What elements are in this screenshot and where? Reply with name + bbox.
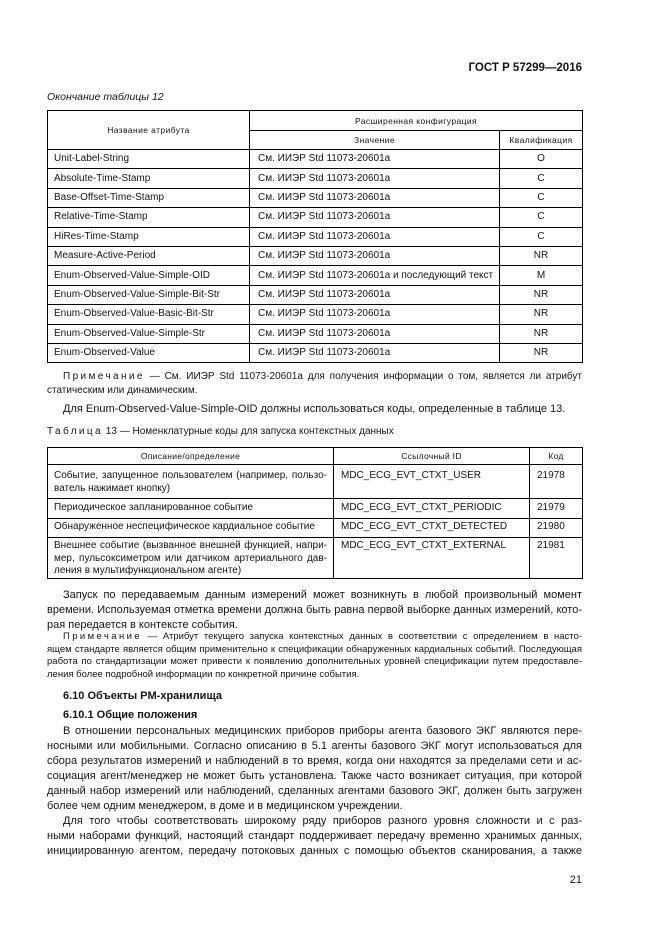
attribute-name-cell: Enum-Observed-Value-Simple-Str: [48, 324, 250, 343]
paragraph-line: Для того чтобы соответствовать широкому ряду приборов разного уровня сложности и с раз-: [63, 814, 582, 827]
value-cell: См. ИИЭР Std 11073-20601a: [250, 169, 500, 188]
attribute-name-cell: Absolute-Time-Stamp: [48, 169, 250, 188]
document-id-header: ГОСТ Р 57299—2016: [468, 62, 582, 74]
note-line: [47, 631, 582, 644]
qualification-cell: NR: [500, 246, 583, 265]
header-code: Код: [530, 448, 583, 465]
table-row: [48, 519, 583, 538]
paragraph-line: рая передается в контексте события.: [47, 619, 238, 631]
table-caption-text: 13 — Номенклатурные коды для запуска контекстных данных: [105, 426, 394, 437]
table-row: [48, 538, 583, 579]
paragraph-trigger: [47, 588, 582, 633]
header-description: Описание/определение: [48, 448, 334, 465]
qualification-cell: C: [500, 169, 583, 188]
table-13: [47, 447, 583, 579]
description-line: мер, пульсоксиметром или датчиком артериального дав-: [54, 552, 327, 564]
table-13-caption: [47, 425, 582, 439]
table-row: [48, 188, 583, 207]
qualification-cell: NR: [500, 285, 583, 304]
reference-id-cell: MDC_ECG_EVT_CTXT_PERIODIC: [334, 499, 530, 519]
section-number: 6.10.1: [63, 709, 94, 721]
note-1: [47, 370, 582, 398]
description-cell: [48, 499, 334, 519]
table-row: [48, 499, 583, 519]
code-cell: 21981: [530, 538, 583, 579]
attribute-name-cell: Enum-Observed-Value-Simple-OID: [48, 266, 250, 285]
table-row: [48, 324, 583, 343]
table-row: [48, 266, 583, 285]
qualification-cell: C: [500, 208, 583, 227]
table-row: [48, 208, 583, 227]
header-qualification: Квалификация: [500, 131, 583, 150]
table-row: [48, 227, 583, 246]
note-line: ящем стандарте является общим применительно к спецификации обнаруженных кардиальных событий. Последующая: [47, 643, 582, 655]
table-header-row: [48, 448, 583, 465]
code-cell: 21979: [530, 499, 583, 519]
value-cell: См. ИИЭР Std 11073-20601a: [250, 188, 500, 207]
note-label: Примечание: [63, 631, 142, 642]
value-cell: См. ИИЭР Std 11073-20601a: [250, 208, 500, 227]
paragraph-line: социация агент/менеджер не может быть установлена. Также часто возникает ситуация, при которой: [47, 769, 582, 782]
header-attribute-name: Название атрибута: [48, 111, 250, 150]
qualification-cell: C: [500, 227, 583, 246]
table-row: [48, 150, 583, 169]
value-cell: См. ИИЭР Std 11073-20601a: [250, 324, 500, 343]
note-line: ления более подробной информации по конкретной причине события.: [47, 668, 360, 680]
note-label: Примечание: [63, 371, 145, 382]
paragraph-line: Запуск по передаваемым данным измерений может возникнуть в любой произвольный момент: [63, 589, 582, 601]
value-cell: См. ИИЭР Std 11073-20601a: [250, 343, 500, 362]
description-line: ления в мультифункциональном агенте): [54, 565, 242, 576]
description-cell: [48, 519, 334, 538]
attribute-name-cell: Relative-Time-Stamp: [48, 208, 250, 227]
attribute-name-cell: Enum-Observed-Value-Basic-Bit-Str: [48, 305, 250, 324]
attribute-name-cell: Enum-Observed-Value-Simple-Bit-Str: [48, 285, 250, 304]
description-line: Событие, запущенное пользователем (например, пользо-: [54, 470, 327, 481]
section-title: Общие положения: [96, 709, 198, 721]
attribute-name-cell: HiRes-Time-Stamp: [48, 227, 250, 246]
paragraph-line: инициированную агентом, передачу потоковых данных с помощью объектов сканирования, а также: [47, 844, 582, 857]
description-line: Обнаруженное неспецифическое кардиальное событие: [54, 521, 315, 532]
table-row: [48, 305, 583, 324]
header-extended-configuration: Расширенная конфигурация: [250, 111, 583, 131]
description-cell: [48, 538, 334, 579]
qualification-cell: NR: [500, 343, 583, 362]
note-text: — См. ИИЭР Std 11073-20601a для получения информации о том, является ли атрибут: [149, 371, 583, 382]
paragraph-line: сбора результатов измерений и наблюдений в то время, когда они находятся за пределами сети и ас-: [47, 754, 582, 767]
paragraph-general-2: [47, 814, 582, 859]
section-number: 6.10: [63, 690, 85, 702]
value-cell: См. ИИЭР Std 11073-20601a: [250, 227, 500, 246]
note-text: — Атрибут текущего запуска контекстных данных в соответствии с определением в насто-: [147, 631, 582, 642]
page-number: 21: [569, 874, 582, 886]
note-2: [47, 631, 582, 681]
qualification-cell: M: [500, 266, 583, 285]
qualification-cell: NR: [500, 305, 583, 324]
note-line: работа по стандартизации может привести к появлению дополнительных уровней спецификации путем предоставле-: [47, 656, 582, 667]
header-value: Значение: [250, 131, 500, 150]
table-12-continuation-caption: Окончание таблицы 12: [47, 91, 164, 103]
paragraph-general-1: [47, 724, 582, 814]
table-row: [48, 465, 583, 499]
description-cell: [48, 465, 334, 499]
table-caption-label: Таблица: [47, 426, 104, 437]
description-line: Внешнее событие (вызванное внешней функцией, напри-: [54, 540, 327, 551]
section-title: Объекты PM-хранилища: [87, 690, 222, 702]
table-row: [48, 285, 583, 304]
table-row: [48, 343, 583, 362]
section-heading-6-10-1: [47, 708, 598, 722]
qualification-cell: C: [500, 188, 583, 207]
table-row: [48, 169, 583, 188]
section-heading-6-10: [47, 689, 598, 703]
description-line: Периодическое запланированное событие: [54, 502, 254, 513]
paragraph-line: В отношении персональных медицинских приборов приборы агента базового ЭКГ являются пере-: [63, 724, 582, 737]
reference-id-cell: MDC_ECG_EVT_CTXT_DETECTED: [334, 519, 530, 538]
paragraph-line: данный набор измерений или наблюдений, сделанных агентами базового ЭКГ, должен быть загружен: [47, 784, 582, 797]
code-cell: 21978: [530, 465, 583, 499]
attribute-name-cell: Measure-Active-Period: [48, 246, 250, 265]
reference-id-cell: MDC_ECG_EVT_CTXT_EXTERNAL: [334, 538, 530, 579]
value-cell: См. ИИЭР Std 11073-20601a и последующий текст: [250, 266, 500, 285]
table-12: [47, 110, 583, 363]
attribute-name-cell: Unit-Label-String: [48, 150, 250, 169]
table-row: [48, 246, 583, 265]
paragraph-line: времени. Используемая отметка времени должна быть равна первой выборке данных измерений, кото-: [47, 604, 582, 616]
code-cell: 21980: [530, 519, 583, 538]
paragraph-codes-reference: Для Enum-Observed-Value-Simple-OID должны использоваться коды, определенные в таблице 13.: [63, 403, 566, 415]
paragraph-line: носными или мобильными. Согласно описанию в 5.1 агенты базового ЭКГ могут использоваться для: [47, 739, 582, 752]
reference-id-cell: MDC_ECG_EVT_CTXT_USER: [334, 465, 530, 499]
paragraph-line: ными наборами функций, настоящий стандарт поддерживает передачу временно хранимых данных,: [47, 829, 582, 842]
qualification-cell: NR: [500, 324, 583, 343]
attribute-name-cell: Enum-Observed-Value: [48, 343, 250, 362]
attribute-name-cell: Base-Offset-Time-Stamp: [48, 188, 250, 207]
table-header-row: [48, 111, 583, 131]
value-cell: См. ИИЭР Std 11073-20601a: [250, 285, 500, 304]
note-line: [47, 370, 582, 384]
paragraph-line: более чем одним менеджером, в доме и в медицинском учреждении.: [47, 799, 403, 812]
value-cell: См. ИИЭР Std 11073-20601a: [250, 305, 500, 324]
header-reference-id: Ссылочный ID: [334, 448, 530, 465]
description-line: ватель нажимает кнопку): [54, 482, 171, 494]
value-cell: См. ИИЭР Std 11073-20601a: [250, 246, 500, 265]
qualification-cell: O: [500, 150, 583, 169]
value-cell: См. ИИЭР Std 11073-20601a: [250, 150, 500, 169]
note-line: статическим или динамическим.: [47, 385, 198, 396]
